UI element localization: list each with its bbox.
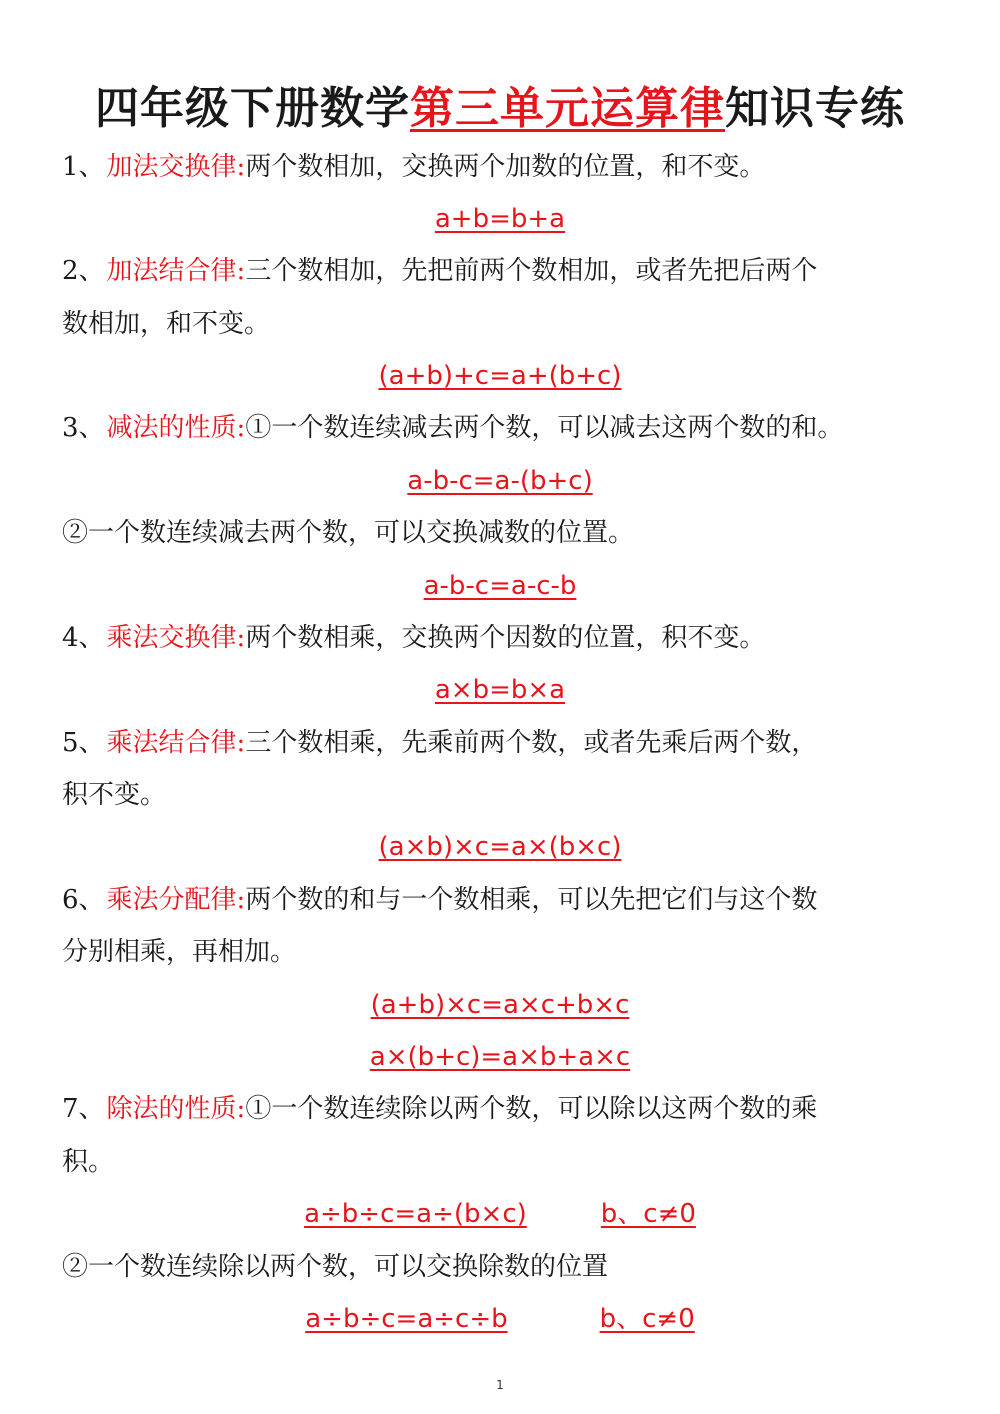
rule-1-line [62, 147, 942, 187]
rule-6-continued: 分别相乘，再相加。 [62, 937, 297, 967]
rule-term: 加法交换律: [106, 152, 246, 182]
page-title: 四年级下册数学第三单元运算律知识专练 [95, 83, 905, 134]
rule-number: 1、 [62, 152, 105, 182]
rule-7-part2: ②一个数连续除以两个数，可以交换除数的位置 [62, 1252, 609, 1282]
rule-term: 减法的性质: [106, 413, 246, 443]
rule-2-continued: 数相加，和不变。 [62, 309, 271, 339]
rule-number: 7、 [62, 1094, 105, 1124]
formula-4: a×b=b×a [434, 675, 566, 705]
formula-5: (a×b)×c=a×(b×c) [378, 832, 622, 862]
formula-6a: (a+b)×c=a×c+b×c [370, 990, 630, 1020]
formula-expression: a÷b÷c=a÷c÷b [305, 1304, 508, 1334]
rule-number: 2、 [62, 256, 105, 286]
formula-3b: a-b-c=a-c-b [423, 571, 577, 601]
title-highlight: 第三单元运算律 [410, 83, 725, 134]
rule-3-line [62, 408, 942, 448]
rule-text: 三个数相乘，先乘前两个数，或者先乘后两个数， [245, 728, 818, 758]
rule-2-line [62, 251, 942, 291]
rule-6-line [62, 880, 942, 920]
rule-7-line [62, 1089, 942, 1129]
rule-text: 两个数的和与一个数相乘，可以先把它们与这个数 [245, 885, 818, 915]
rule-4-line [62, 618, 942, 658]
rule-5-line [62, 723, 942, 763]
rule-term: 乘法结合律: [106, 728, 246, 758]
formula-condition: b、c≠0 [599, 1304, 695, 1334]
rule-term: 乘法交换律: [106, 623, 246, 653]
formula-condition: b、c≠0 [600, 1199, 696, 1229]
formula-2: (a+b)+c=a+(b+c) [378, 361, 622, 391]
rule-text: ①一个数连续除以两个数，可以除以这两个数的乘 [245, 1094, 818, 1124]
formula-expression: a÷b÷c=a÷(b×c) [304, 1199, 527, 1229]
formula-1: a+b=b+a [434, 204, 566, 234]
rule-text: 三个数相加，先把前两个数相加，或者先把后两个 [245, 256, 818, 286]
rule-number: 6、 [62, 885, 105, 915]
rule-text: ①一个数连续减去两个数，可以减去这两个数的和。 [245, 413, 844, 443]
rule-text: 两个数相乘，交换两个因数的位置，积不变。 [245, 623, 766, 653]
page-number: 1 [496, 1378, 504, 1392]
formula-7a [0, 1194, 1000, 1234]
rule-5-continued: 积不变。 [62, 780, 167, 810]
rule-number: 5、 [62, 728, 105, 758]
rule-3-part2: ②一个数连续减去两个数，可以交换减数的位置。 [62, 518, 635, 548]
rule-text: 两个数相加，交换两个加数的位置，和不变。 [245, 152, 766, 182]
rule-7-continued: 积。 [62, 1147, 115, 1177]
rule-number: 3、 [62, 413, 105, 443]
formula-6b: a×(b+c)=a×b+a×c [369, 1042, 631, 1072]
rule-number: 4、 [62, 623, 105, 653]
rule-term: 乘法分配律: [106, 885, 246, 915]
formula-3a: a-b-c=a-(b+c) [407, 466, 593, 496]
rule-term: 除法的性质: [106, 1094, 246, 1124]
formula-7b [0, 1299, 1000, 1339]
rule-term: 加法结合律: [106, 256, 246, 286]
